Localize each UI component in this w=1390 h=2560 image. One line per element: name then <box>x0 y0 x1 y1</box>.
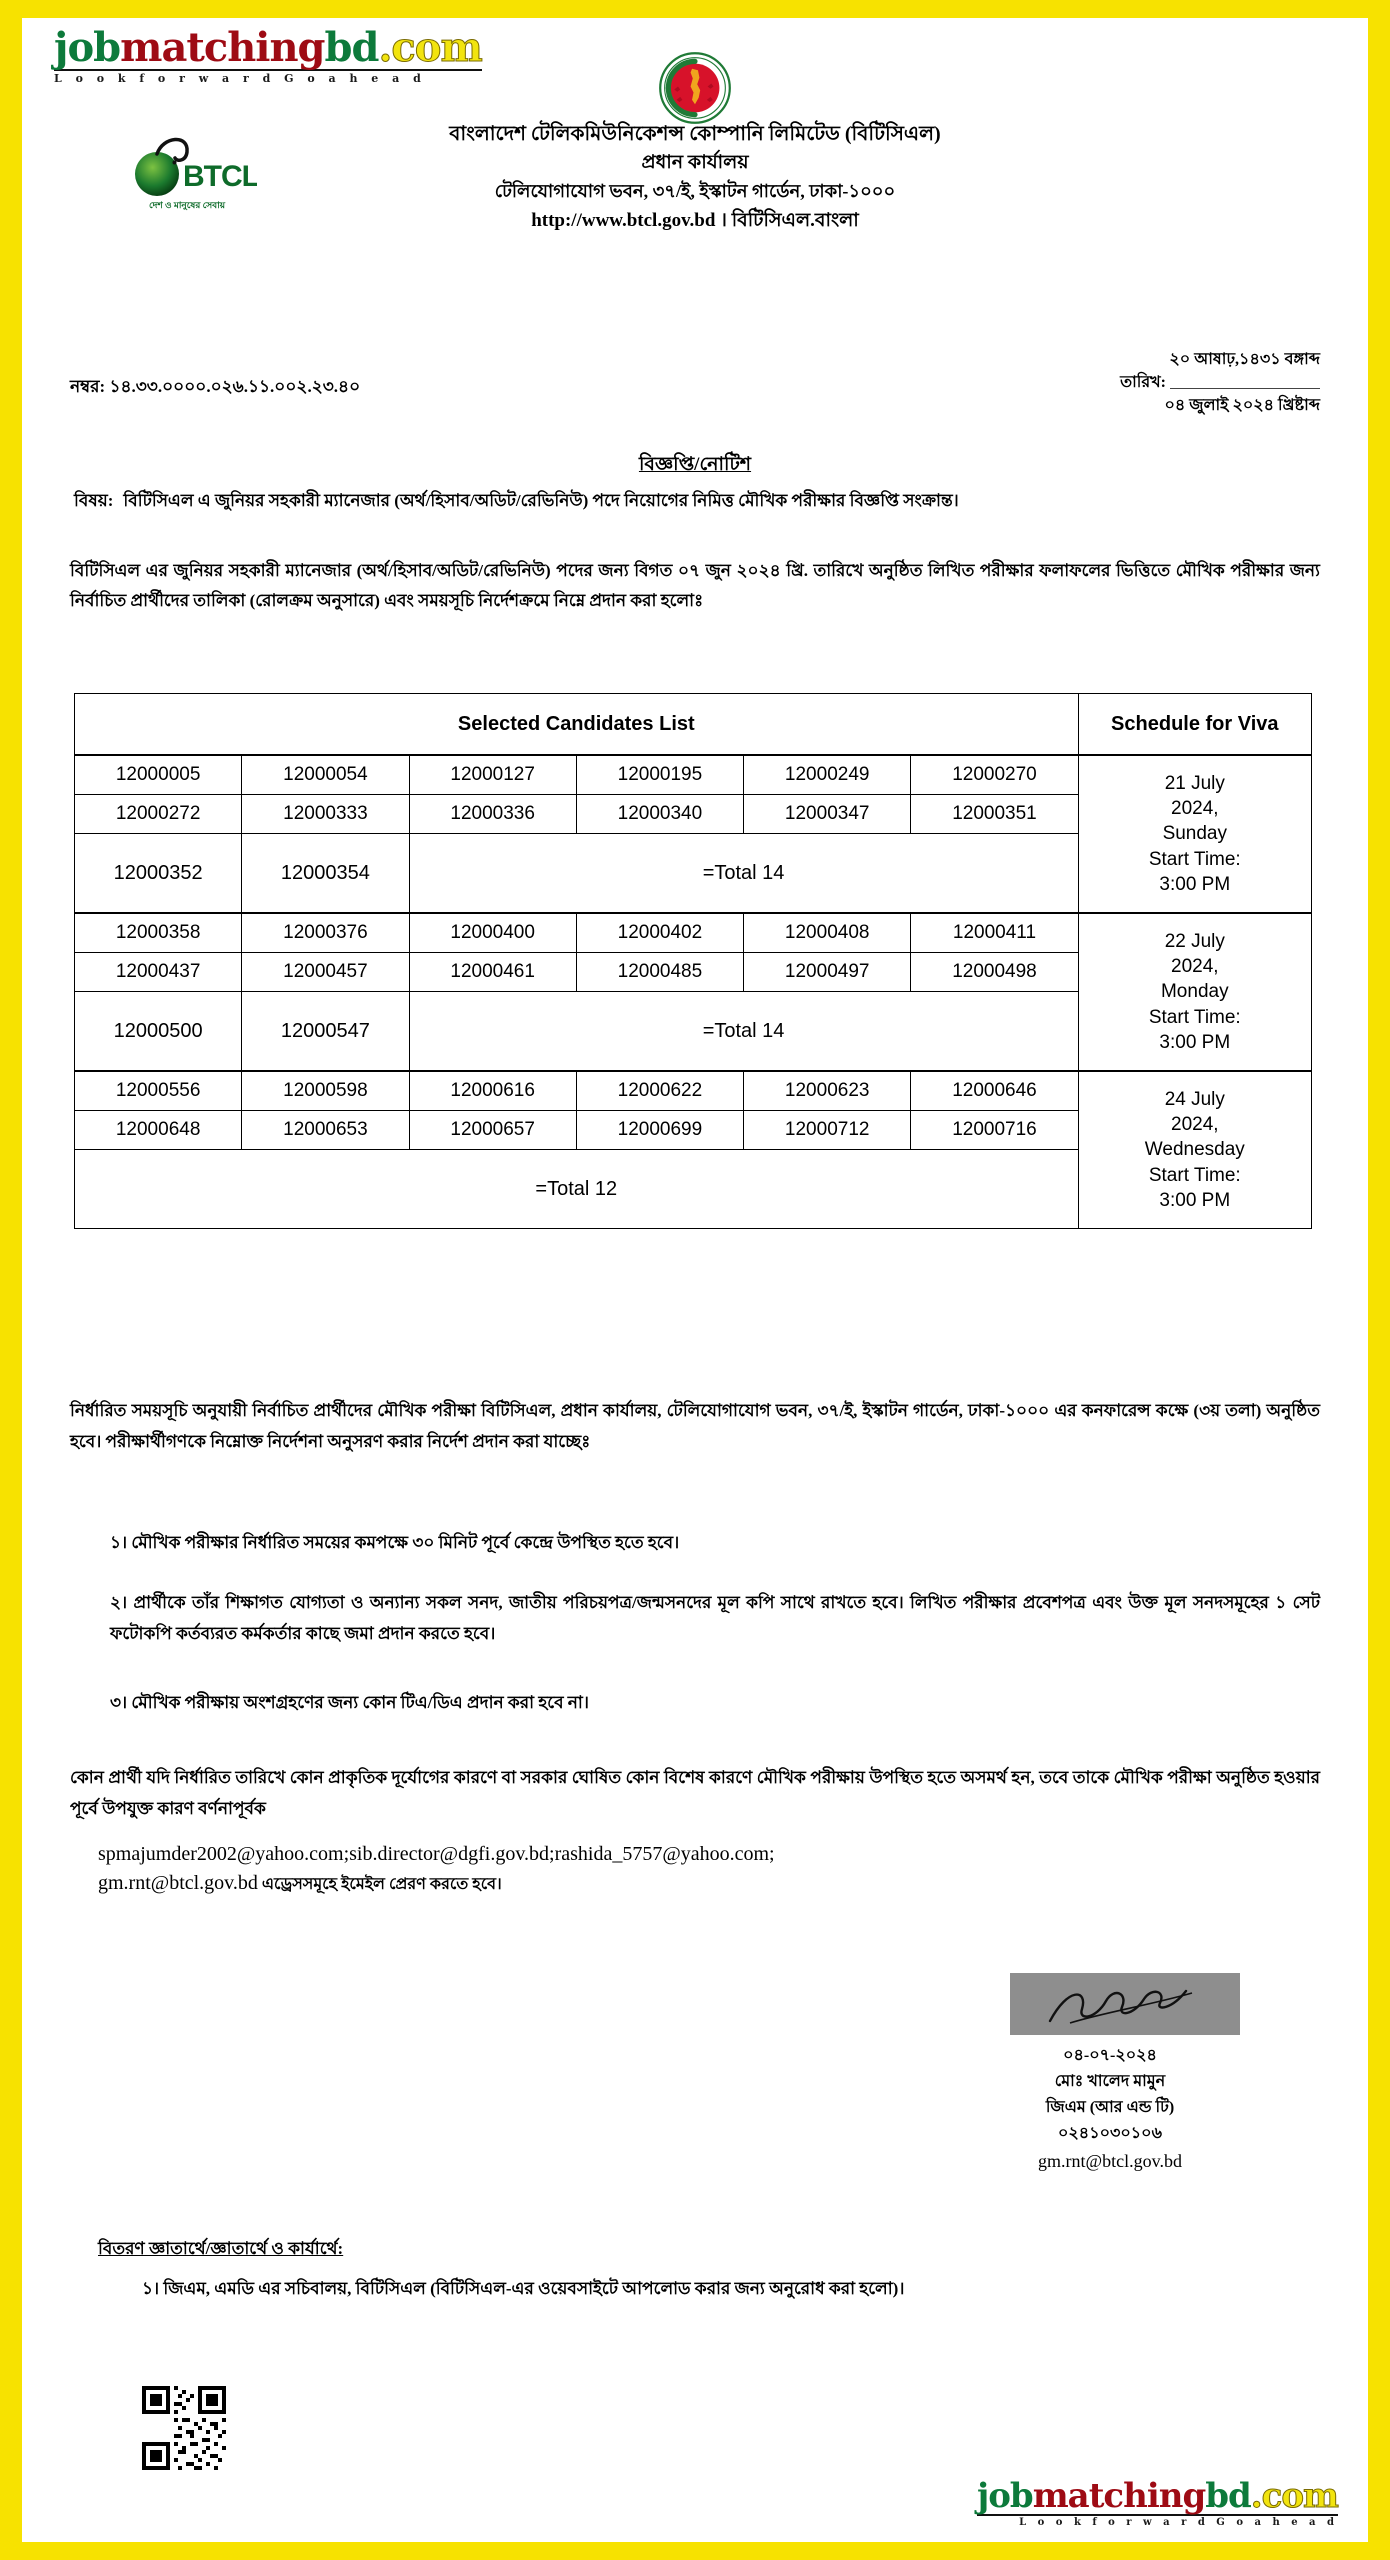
roll-cell: 12000699 <box>576 1111 743 1150</box>
schedule-line: 2024, <box>1171 1114 1219 1136</box>
roll-cell: 12000646 <box>911 1071 1078 1111</box>
roll-cell: 12000716 <box>911 1111 1078 1150</box>
schedule-line: Start Time: <box>1148 848 1241 870</box>
distribution-item-1: ১। জিএম, এমডি এর সচিবালয়, বিটিসিএল (বিটিসিএল-এর ওয়েবসাইটে আপলোড করার জন্য অনুরোধ করা হলো)। <box>142 2279 905 2298</box>
contact-emails <box>98 1840 1320 1898</box>
memo-number-value: ১৪.৩৩.০০০০.০২৬.১১.০০২.২৩.৪০ <box>109 377 361 396</box>
email-line-2[interactable]: gm.rnt@btcl.gov.bd <box>98 1872 258 1894</box>
roll-cell: 12000498 <box>911 953 1078 992</box>
roll-cell: 12000485 <box>576 953 743 992</box>
table-row <box>75 913 1312 953</box>
signature-image <box>1010 1973 1240 2035</box>
org-office: প্রধান কার্যালয় <box>641 152 749 173</box>
schedule-line: 3:00 PM <box>1159 873 1231 895</box>
roll-cell: 12000411 <box>911 913 1078 953</box>
roll-cell: 12000598 <box>242 1071 409 1111</box>
roll-cell: 12000648 <box>75 1111 242 1150</box>
signature-block <box>900 2043 1320 2176</box>
roll-cell: 12000195 <box>576 755 743 795</box>
schedule-cell <box>1078 913 1311 1071</box>
schedule-line: 3:00 PM <box>1159 1189 1231 1211</box>
org-web-line <box>22 207 1368 236</box>
schedule-line: Wednesday <box>1144 1139 1245 1161</box>
roll-cell: 12000352 <box>75 834 242 914</box>
site-logo-part2: matching <box>120 24 325 71</box>
schedule-line: Monday <box>1160 981 1229 1003</box>
roll-cell: 12000653 <box>242 1111 409 1150</box>
bangladesh-emblem-icon <box>658 51 732 125</box>
roll-cell: 12000336 <box>409 795 576 834</box>
site-logo-bottom <box>976 2476 1338 2528</box>
site-logo-bottom-part5: com <box>1261 2476 1338 2516</box>
signatory-phone: ০২৪১০৩০১০৬ <box>1058 2124 1162 2142</box>
org-url[interactable]: http://www.btcl.gov.bd <box>531 210 716 232</box>
signatory-designation: জিএম (আর এন্ড টি) <box>1045 2098 1175 2116</box>
email-suffix-text: এড্রেসসমূহে ইমেইল প্রেরণ করতে হবে। <box>257 1876 502 1893</box>
group-total: =Total 14 <box>409 992 1078 1072</box>
distribution-title: বিতরণ জ্ঞাতার্থে/জ্ঞাতার্থে ও কার্যার্থে: <box>98 2239 344 2258</box>
instruction-2: ২। প্রার্থীকে তাঁর শিক্ষাগত যোগ্যতা ও অন্যান্য সকল সনদ, জাতীয় পরিচয়পত্র/জন্মসনদের মূল কপি সাথে রাখতে হবে। লিখিত পরীক্ষার প্রবেশপত্র এবং উক্ত মূল সনদসমূহের ১ সেট ফটোকপি কর্তব্যরত কর্মকর্তার কাছে জমা প্রদান করতে হবে। <box>110 1593 1320 1643</box>
signature-date: ০৪-০৭-২০২৪ <box>1063 2047 1157 2064</box>
site-logo-part1: job <box>54 24 121 71</box>
site-logo-tagline: L o o k f o r w a r d G o a h e a d <box>54 72 426 85</box>
table-header-row <box>75 694 1312 756</box>
roll-cell: 12000270 <box>911 755 1078 795</box>
intro-paragraph: বিটিসিএল এর জুনিয়র সহকারী ম্যানেজার (অর্থ/হিসাব/অডিট/রেভিনিউ) পদের জন্য বিগত ০৭ জুন ২০২৪ খ্রি. তারিখে অনুষ্ঠিত লিখিত পরীক্ষার ফলাফলের ভিত্তিতে মৌখিক পরীক্ষার জন্য নির্বাচিত প্রার্থীদের তালিকা (রোলক্রম অনুসারে) এবং সময়সূচি নির্দেশক্রমে নিম্নে প্রদান করা হলোঃ <box>70 561 1320 610</box>
page-title: বিজ্ঞপ্তি/নোটিশ <box>638 454 752 475</box>
org-address: টেলিযোগাযোগ ভবন, ৩৭/ই, ইস্কাটন গার্ডেন, ঢাকা-১০০০ <box>494 180 896 201</box>
roll-cell: 12000354 <box>242 834 409 914</box>
instruction-1: ১। মৌখিক পরীক্ষার নির্ধারিত সময়ের কমপক্ষে ৩০ মিনিট পূর্বে কেন্দ্রে উপস্থিত হতে হবে। <box>110 1533 680 1552</box>
site-logo-part4: . <box>378 24 392 71</box>
memo-date-gregorian: ০৪ জুলাই ২০২৪ খ্রিষ্টাব্দ <box>1164 397 1320 415</box>
header-schedule: Schedule for Viva <box>1078 694 1311 756</box>
roll-cell: 12000616 <box>409 1071 576 1111</box>
subject-text: বিটিসিএল এ জুনিয়র সহকারী ম্যানেজার (অর্থ/হিসাব/অডিট/রেভিনিউ) পদে নিয়োগের নিমিত্ত মৌখিক পরীক্ষার বিজ্ঞপ্তি সংক্রান্ত। <box>123 491 959 510</box>
schedule-line: 3:00 PM <box>1159 1031 1231 1053</box>
site-logo-bottom-part1: job <box>976 2476 1033 2516</box>
instruction-3: ৩। মৌখিক পরীক্ষায় অংশগ্রহণের জন্য কোন টিএ/ডিএ প্রদান করা হবে না। <box>110 1693 589 1712</box>
roll-cell: 12000054 <box>242 755 409 795</box>
candidates-table <box>74 693 1312 1229</box>
site-logo-wordmark-bottom <box>976 2476 1338 2516</box>
subject-line <box>74 488 1320 514</box>
memo-row <box>22 348 1368 418</box>
org-name: বাংলাদেশ টেলিকমিউনিকেশন্স কোম্পানি লিমিটেড (বিটিসিএল) <box>449 123 941 145</box>
roll-cell: 12000437 <box>75 953 242 992</box>
candidates-table-wrap <box>74 693 1312 1229</box>
roll-cell: 12000351 <box>911 795 1078 834</box>
group-total: =Total 12 <box>75 1150 1079 1229</box>
schedule-cell <box>1078 755 1311 913</box>
memo-date-label-row <box>1120 371 1320 394</box>
signatory-email[interactable]: gm.rnt@btcl.gov.bd <box>1038 2150 1182 2171</box>
memo-number <box>70 374 360 402</box>
subject-label: বিষয়: <box>74 491 114 510</box>
venue-paragraph: নির্ধারিত সময়সূচি অনুযায়ী নির্বাচিত প্রার্থীদের মৌখিক পরীক্ষা বিটিসিএল, প্রধান কার্যালয়, টেলিযোগাযোগ ভবন, ৩৭/ই, ইস্কাটন গার্ডেন, ঢাকা-১০০০ এর কনফারেন্স কক্ষে (৩য় তলা) অনুষ্ঠিত হবে। পরীক্ষার্থীগণকে নিম্নোক্ত নির্দেশনা অনুসরণ করার নির্দেশ প্রদান করা যাচ্ছেঃ <box>70 1401 1320 1451</box>
schedule-line: Start Time: <box>1148 1164 1241 1186</box>
roll-cell: 12000461 <box>409 953 576 992</box>
site-logo-part3: bd <box>324 24 379 71</box>
roll-cell: 12000657 <box>409 1111 576 1150</box>
roll-cell: 12000500 <box>75 992 242 1072</box>
roll-cell: 12000333 <box>242 795 409 834</box>
site-logo-bottom-part3: bd <box>1205 2476 1251 2516</box>
schedule-line: Start Time: <box>1148 1006 1241 1028</box>
roll-cell: 12000347 <box>744 795 911 834</box>
memo-date-rule <box>1170 376 1320 389</box>
site-logo-bottom-tagline: L o o k f o r w a r d G o a h e a d <box>1019 2517 1338 2528</box>
site-logo-wordmark <box>54 24 482 71</box>
roll-cell: 12000376 <box>242 913 409 953</box>
memo-date-bangla: ২০ আষাঢ়,১৪৩১ বঙ্গাব্দ <box>1169 351 1320 368</box>
roll-cell: 12000402 <box>576 913 743 953</box>
roll-cell: 12000622 <box>576 1071 743 1111</box>
absence-paragraph: কোন প্রার্থী যদি নির্ধারিত তারিখে কোন প্রাকৃতিক দূর্যোগের কারণে বা সরকার ঘোষিত কোন বিশেষ কারণে মৌখিক পরীক্ষায় উপস্থিত হতে অসমর্থ হন, তবে তাকে মৌখিক পরীক্ষা অনুষ্ঠিত হওয়ার পূর্বে উপযুক্ত কারণ বর্ণনাপূর্বক <box>70 1768 1320 1818</box>
roll-cell: 12000340 <box>576 795 743 834</box>
table-row <box>75 1071 1312 1111</box>
email-line-1[interactable]: spmajumder2002@yahoo.com;sib.director@dgfi.gov.bd;rashida_5757@yahoo.com; <box>98 1843 775 1865</box>
site-logo-bottom-part2: matching <box>1032 2476 1206 2516</box>
roll-cell: 12000358 <box>75 913 242 953</box>
org-url-bangla[interactable]: বিটিসিএল.বাংলা <box>731 210 859 232</box>
roll-cell: 12000408 <box>744 913 911 953</box>
roll-cell: 12000400 <box>409 913 576 953</box>
schedule-line: 24 July <box>1164 1089 1225 1111</box>
roll-cell: 12000127 <box>409 755 576 795</box>
table-row <box>75 755 1312 795</box>
schedule-line: Sunday <box>1162 823 1228 845</box>
site-logo-bottom-part4: . <box>1250 2476 1262 2516</box>
roll-cell: 12000005 <box>75 755 242 795</box>
notice-inner <box>22 18 1368 2542</box>
schedule-line: 21 July <box>1164 773 1225 795</box>
schedule-line: 22 July <box>1164 931 1225 953</box>
email-line-2-row <box>98 1869 1320 1898</box>
svg-text:BTCL: BTCL <box>183 160 257 193</box>
organization-header <box>22 120 1368 236</box>
schedule-line: 2024, <box>1171 798 1219 820</box>
qr-code <box>142 2386 226 2470</box>
roll-cell: 12000457 <box>242 953 409 992</box>
site-logo-part5: com <box>391 24 482 71</box>
candidates-table-body <box>75 694 1312 1229</box>
roll-cell: 12000272 <box>75 795 242 834</box>
org-url-separator: । <box>720 210 727 232</box>
schedule-line: 2024, <box>1171 956 1219 978</box>
roll-cell: 12000712 <box>744 1111 911 1150</box>
group-total: =Total 14 <box>409 834 1078 914</box>
roll-cell: 12000623 <box>744 1071 911 1111</box>
memo-number-label: নম্বর: <box>70 377 106 396</box>
roll-cell: 12000497 <box>744 953 911 992</box>
schedule-cell <box>1078 1071 1311 1229</box>
signatory-name: মোঃ খালেদ মামুন <box>1054 2072 1166 2090</box>
site-logo-top <box>54 24 482 85</box>
roll-cell: 12000556 <box>75 1071 242 1111</box>
memo-date-label: তারিখ: <box>1120 374 1166 392</box>
memo-date <box>1120 348 1320 418</box>
roll-cell: 12000547 <box>242 992 409 1072</box>
roll-cell: 12000249 <box>744 755 911 795</box>
svg-text:দেশ ও মানুষের সেবায়: দেশ ও মানুষের সেবায় <box>149 200 226 210</box>
header-candidates: Selected Candidates List <box>75 694 1079 756</box>
